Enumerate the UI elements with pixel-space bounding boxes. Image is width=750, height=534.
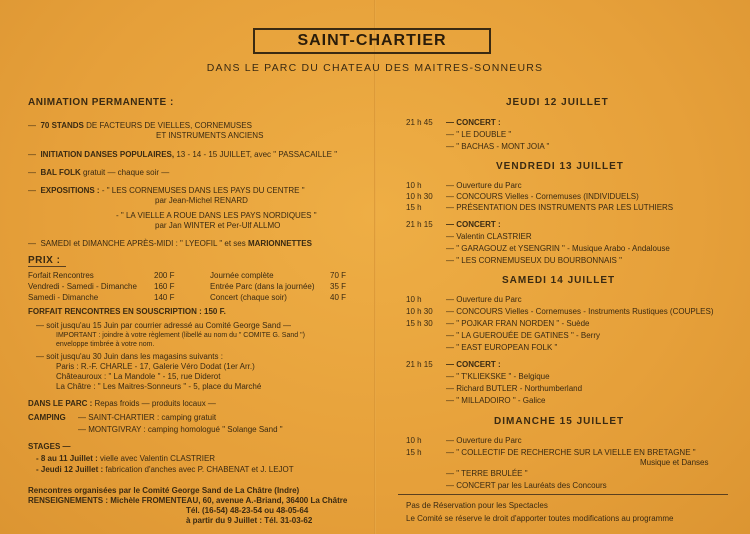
shop1: Paris : R.-F. CHARLE - 17, Galerie Véro Dodat (1er Arr.) [56, 362, 255, 371]
dimanche-time-0: 10 h [406, 436, 422, 445]
prix-underline [28, 266, 66, 267]
samedi-concert-text-1: — " T'KLIEKSKE " - Belgique [446, 372, 550, 381]
prix-price2-1: 35 F [330, 282, 347, 291]
samedi-concert-text-3: — " MILLADOIRO " - Galice [446, 396, 546, 405]
vendredi-text-2: — PRÉSENTATION DES INSTRUMENTS PAR LES LUTHIERS [446, 203, 674, 212]
stage1-bold: - 8 au 11 Juillet : [36, 454, 98, 463]
dimanche-text-3: — " TERRE BRULÉE " [446, 469, 528, 478]
samedi-text-4: — " EAST EUROPEAN FOLK " [446, 343, 558, 352]
samedi-text-0: — Ouverture du Parc [446, 295, 522, 304]
parc-line [28, 399, 216, 409]
footer-reservation: Pas de Réservation pour les Spectacles [406, 501, 548, 510]
bal-rest: gratuit — chaque soir — [82, 168, 170, 177]
samedi-line: — SAMEDI et DIMANCHE APRÈS-MIDI : " LYEOFIL " et ses MARIONNETTES [28, 239, 312, 248]
prix-label2-0: Journée complète [210, 271, 274, 280]
expo2: - " LA VIELLE A ROUE DANS LES PAYS NORDIQUES " [116, 211, 317, 220]
stage2-bold: - Jeudi 12 Juillet : [36, 465, 104, 474]
prix-label-1: Vendredi - Samedi - Dimanche [28, 282, 137, 291]
prix-price-0: 200 F [154, 271, 175, 280]
dimanche-text-4: — CONCERT par les Lauréats des Concours [446, 481, 607, 490]
samedi-text-2: — " POJKAR FRAN NORDEN " - Suède [446, 319, 590, 328]
vendredi-time-1: 10 h 30 [406, 192, 433, 201]
souscr1c: enveloppe timbrée à votre nom. [56, 341, 155, 348]
footer-modifications: Le Comité se réserve le droit d'apporter toutes modifications au programme [406, 514, 674, 523]
day-samedi: SAMEDI 14 JUILLET [502, 275, 616, 286]
rencontres-line: Rencontres organisées par le Comité George Sand de La Châtre (Indre) [28, 486, 300, 495]
samedi-concert-text-2: — Richard BUTLER - Northumberland [446, 384, 583, 393]
expo1-by: par Jean-Michel RENARD [155, 196, 248, 205]
vendredi-concert-text-2: — " GARAGOUZ et YSENGRIN " - Musique Arabo - Andalouse [446, 244, 670, 253]
tel1-line: Tél. (16-54) 48-23-54 ou 48-05-64 [186, 506, 309, 515]
parc-rest: Repas froids — produits locaux — [94, 399, 216, 408]
initiation-rest: 13 - 14 - 15 JUILLET, avec " PASSACAILLE " [176, 150, 338, 159]
dimanche-text-2: Musique et Danses [640, 458, 709, 467]
vendredi-concert-text-0: — CONCERT : [446, 220, 501, 229]
vendredi-concert-time-0: 21 h 15 [406, 220, 433, 229]
parc-bold: DANS LE PARC : [28, 399, 93, 408]
prix-price2-2: 40 F [330, 293, 347, 302]
prix-label2-1: Entrée Parc (dans la journée) [210, 282, 315, 291]
samedi-text: SAMEDI et DIMANCHE APRÈS-MIDI : " LYEOFIL " et ses [40, 239, 246, 248]
day-jeudi: JEUDI 12 JUILLET [506, 97, 609, 108]
camping-label: CAMPING [28, 413, 66, 422]
prix-price-2: 140 F [154, 293, 175, 302]
jeudi-time-0: 21 h 45 [406, 118, 433, 127]
bal-line: — BAL FOLK gratuit — chaque soir — [28, 168, 170, 177]
animation-heading: ANIMATION PERMANENTE : [28, 97, 174, 108]
title-box [253, 28, 491, 54]
souscr2: — soit jusqu'au 30 Juin dans les magasins suivants : [36, 352, 223, 361]
jeudi-text-2: — " BACHAS - MONT JOIA " [446, 142, 550, 151]
dimanche-time-1: 15 h [406, 448, 422, 457]
center-fold [374, 0, 376, 534]
prix-price2-0: 70 F [330, 271, 347, 280]
initiation-line: — INITIATION DANSES POPULAIRES, 13 - 14 - 15 JUILLET, avec " PASSACAILLE " [28, 150, 338, 159]
page-subtitle: DANS LE PARC DU CHATEAU DES MAITRES-SONNEURS [206, 62, 544, 74]
souscr1: — soit jusqu'au 15 Juin par courrier adressé au Comité George Sand — [36, 321, 291, 330]
samedi-concert-text-0: — CONCERT : [446, 360, 501, 369]
samedi-text-1: — CONCOURS Vielles - Cornemuses - Instruments Rustiques (COUPLES) [446, 307, 714, 316]
initiation-bold: INITIATION DANSES POPULAIRES, [40, 150, 175, 159]
stage1 [36, 454, 215, 464]
vendredi-text-1: — CONCOURS Vielles - Cornemuses (INDIVIDUELS) [446, 192, 639, 201]
dimanche-text-1: — " COLLECTIF DE RECHERCHE SUR LA VIELLE EN BRETAGNE " [446, 448, 696, 457]
shop2: Châteauroux : " La Mandole " - 15, rue Diderot [56, 372, 221, 381]
camping2: — MONTGIVRAY : camping homologué " Solange Sand " [78, 425, 283, 434]
souscr1b: IMPORTANT : joindre à votre règlement (libellé au nom du " COMITE G. Sand ") [56, 332, 305, 339]
prix-price-1: 160 F [154, 282, 175, 291]
shop3: La Châtre : " Les Maitres-Sonneurs " - 5, place du Marché [56, 382, 262, 391]
stage2 [36, 465, 294, 475]
stage1-rest: vielle avec Valentin CLASTRIER [100, 454, 216, 463]
vendredi-concert-text-3: — " LES CORNEMUSEUX DU BOURBONNAIS " [446, 256, 622, 265]
footer-rule [398, 494, 728, 495]
vendredi-time-0: 10 h [406, 181, 422, 190]
stands-rest2: ET INSTRUMENTS ANCIENS [156, 131, 264, 140]
stands-bold: 70 STANDS [40, 121, 84, 130]
renseign-line: RENSEIGNEMENTS : Michèle FROMENTEAU, 60, avenue A.-Briand, 36400 La Châtre [28, 496, 348, 505]
bal-bold: BAL FOLK [40, 168, 81, 177]
prix-heading: PRIX : [28, 255, 61, 266]
jeudi-text-1: — " LE DOUBLE " [446, 130, 512, 139]
samedi-time-0: 10 h [406, 295, 422, 304]
vendredi-text-0: — Ouverture du Parc [446, 181, 522, 190]
vendredi-concert-text-1: — Valentin CLASTRIER [446, 232, 532, 241]
page-title: SAINT-CHARTIER [297, 32, 447, 49]
samedi-time-2: 15 h 30 [406, 319, 433, 328]
expos-bold: EXPOSITIONS : [40, 186, 100, 195]
stages-heading: STAGES — [28, 442, 71, 451]
tel2-line: à partir du 9 Juillet : Tél. 31-03-62 [186, 516, 313, 525]
camping1: — SAINT-CHARTIER : camping gratuit [78, 413, 217, 422]
samedi-bold: MARIONNETTES [247, 239, 312, 248]
stands-line: — 70 STANDS DE FACTEURS DE VIELLES, CORNEMUSES [28, 121, 252, 130]
forfait-heading: FORFAIT RENCONTRES EN SOUSCRIPTION : 150 F. [28, 307, 226, 316]
stands-rest: DE FACTEURS DE VIELLES, CORNEMUSES [86, 121, 252, 130]
vendredi-time-2: 15 h [406, 203, 422, 212]
expo2-by: par Jan WINTER et Per-Ulf ALLMO [155, 221, 281, 230]
day-vendredi: VENDREDI 13 JUILLET [496, 161, 624, 172]
prix-label-0: Forfait Rencontres [28, 271, 94, 280]
samedi-concert-time-0: 21 h 15 [406, 360, 433, 369]
expos-line: — EXPOSITIONS : - " LES CORNEMUSES DANS LES PAYS DU CENTRE " [28, 186, 305, 195]
day-dimanche: DIMANCHE 15 JUILLET [494, 416, 625, 427]
dimanche-text-0: — Ouverture du Parc [446, 436, 522, 445]
stage2-rest: fabrication d'anches avec P. CHABENAT et J. LEJOT [105, 465, 294, 474]
samedi-text-3: — " LA GUEROUÉE DE GATINES " - Berry [446, 331, 601, 340]
expo1: - " LES CORNEMUSES DANS LES PAYS DU CENTRE " [101, 186, 305, 195]
prix-label-2: Samedi - Dimanche [28, 293, 99, 302]
samedi-time-1: 10 h 30 [406, 307, 433, 316]
prix-label2-2: Concert (chaque soir) [210, 293, 287, 302]
jeudi-text-0: — CONCERT : [446, 118, 501, 127]
